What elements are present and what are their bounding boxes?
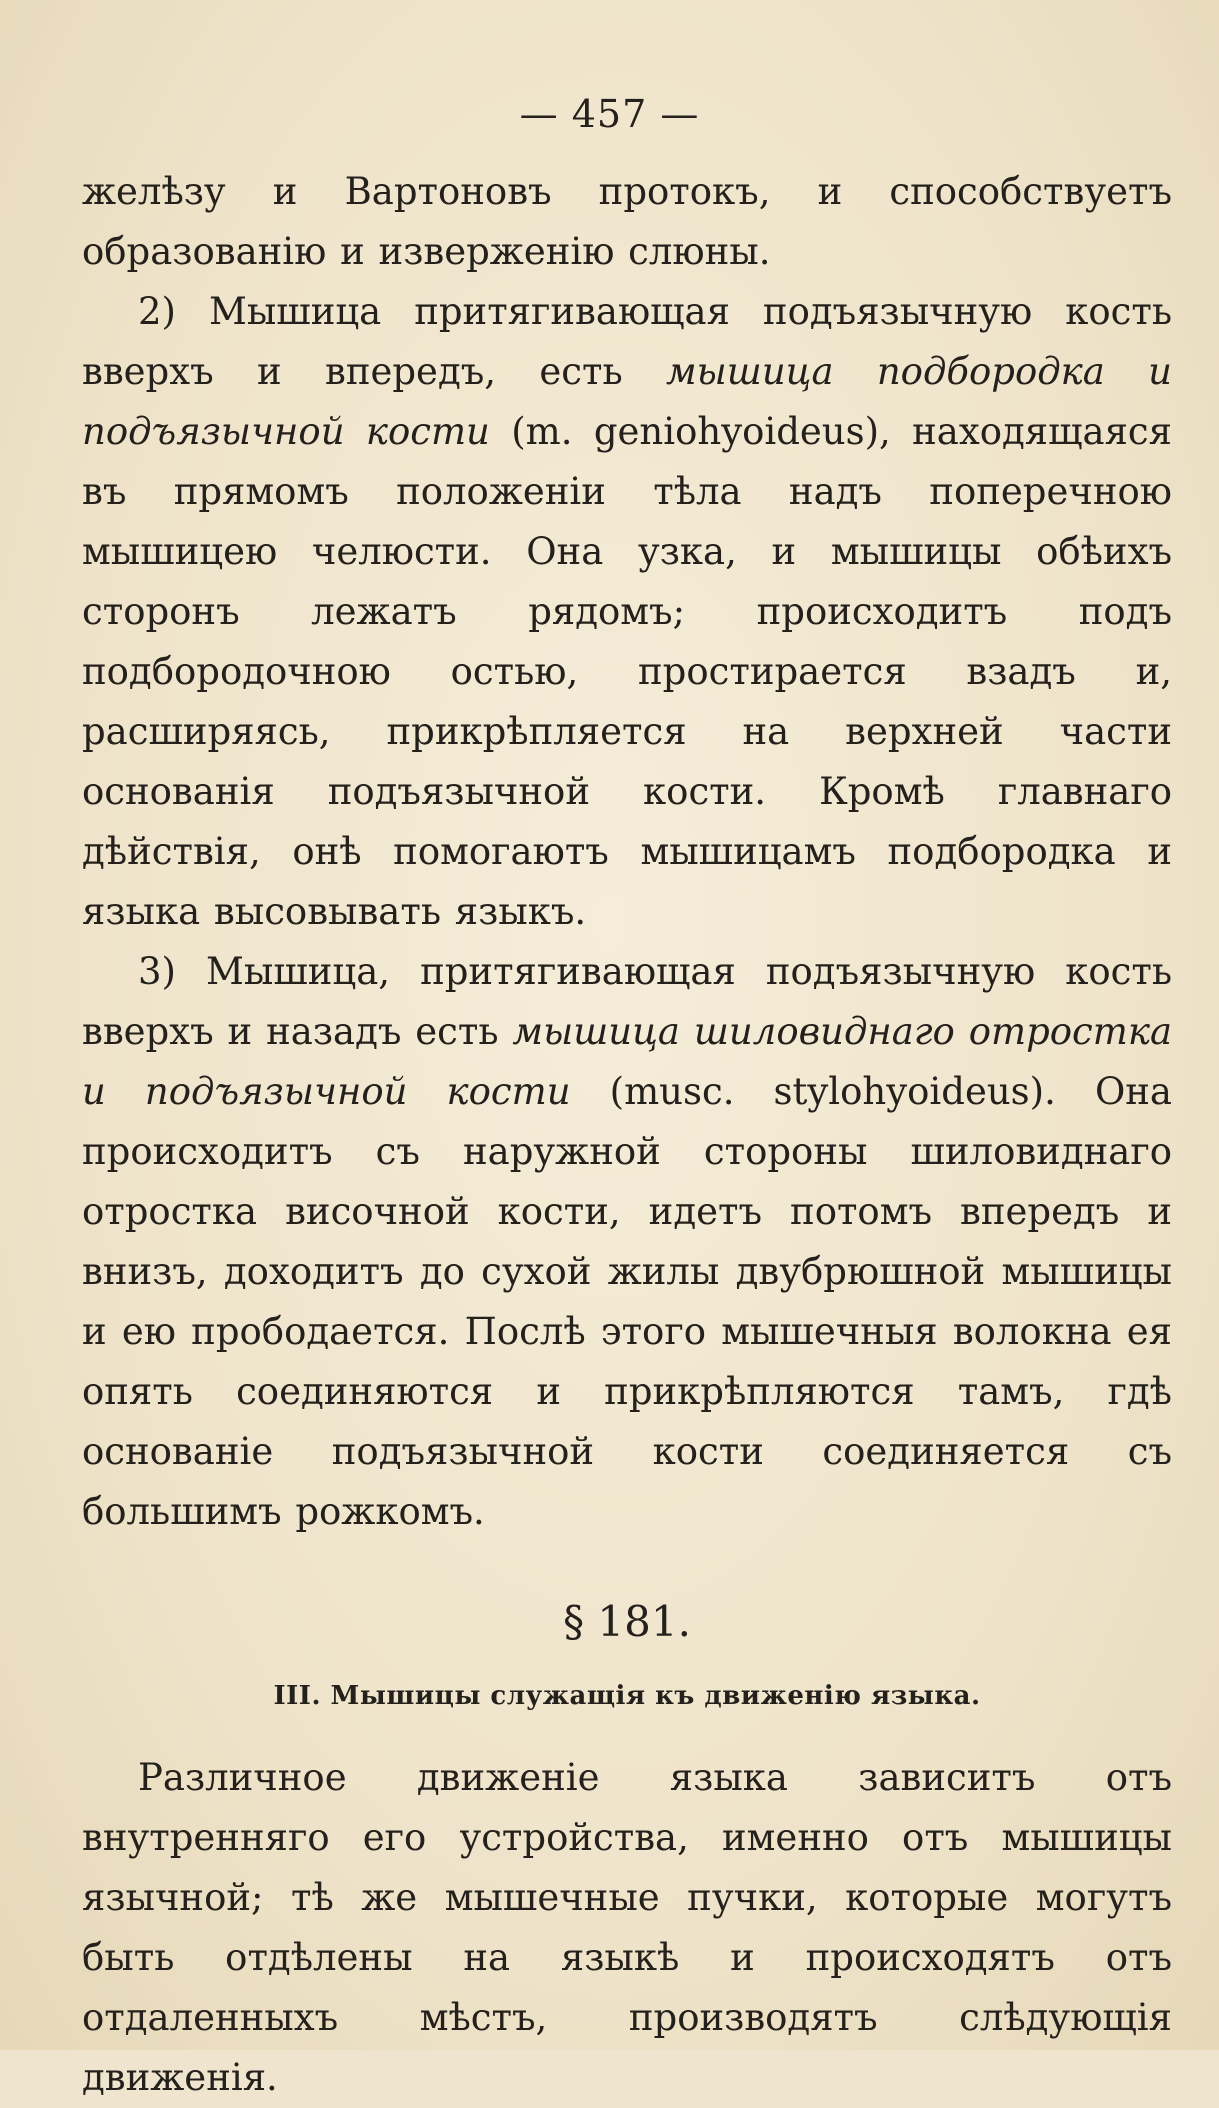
paragraph-text: 2) Мышица притягивающая подъязычную кость вверхъ и впередъ, есть — [82, 290, 1172, 393]
section-title: III. Мышицы служащія къ движенію языка. — [273, 1681, 981, 1711]
paragraph-continuation: желѣзу и Вартоновъ протокъ, и способствуетъ образованію и изверженію слюны. — [82, 170, 1172, 273]
page-body — [82, 162, 1172, 2108]
paragraph-text: (m. geniohyoideus), находящаяся въ прямомъ положеніи тѣла надъ поперечною мышицею челюсти. Она узка, и мышицы обѣихъ сторонъ лежатъ рядомъ; происходитъ подъ подбородочною остью, простирается взадъ и, расширяясь, прикрѣпляется на верхней части основанія подъязычной кости. Кромѣ главнаго дѣйствія, онѣ помогаютъ мышицамъ подбородка и языка высовывать языкъ. — [82, 410, 1172, 933]
italic-term: мышица шиловиднаго отростка и подъязычной кости — [82, 1010, 1172, 1113]
italic-term: мышица подбородка и подъязычной кости — [82, 350, 1173, 453]
paragraph-tongue-movement: Различное движеніе языка зависитъ отъ внутренняго его устройства, именно отъ мышицы язычной; тѣ же мышечные пучки, которые могутъ быть отдѣлены на языкѣ и происходятъ отъ отдаленныхъ мѣстъ, производятъ слѣдующія движенія. — [82, 1756, 1172, 2099]
paragraph-text: 3) Мышица, притягивающая подъязычную кость вверхъ и назадъ есть — [82, 950, 1172, 1053]
section-number: § 181. — [563, 1597, 691, 1646]
page-number: — 457 — — [519, 92, 700, 136]
paragraph-stylohyoideus — [82, 942, 1172, 1542]
paragraph-geniohyoideus — [82, 282, 1172, 942]
paragraph-text: (musc. stylohyoideus). Она происходитъ съ наружной стороны шиловиднаго отростка височной кости, идетъ потомъ впередъ и внизъ, доходитъ до сухой жилы двубрюшной мышицы и ею прободается. Послѣ этого мышечныя волокна ея опять соединяются и прикрѣпляются тамъ, гдѣ основаніе подъязычной кости соединяется съ большимъ рожкомъ. — [82, 1070, 1172, 1533]
